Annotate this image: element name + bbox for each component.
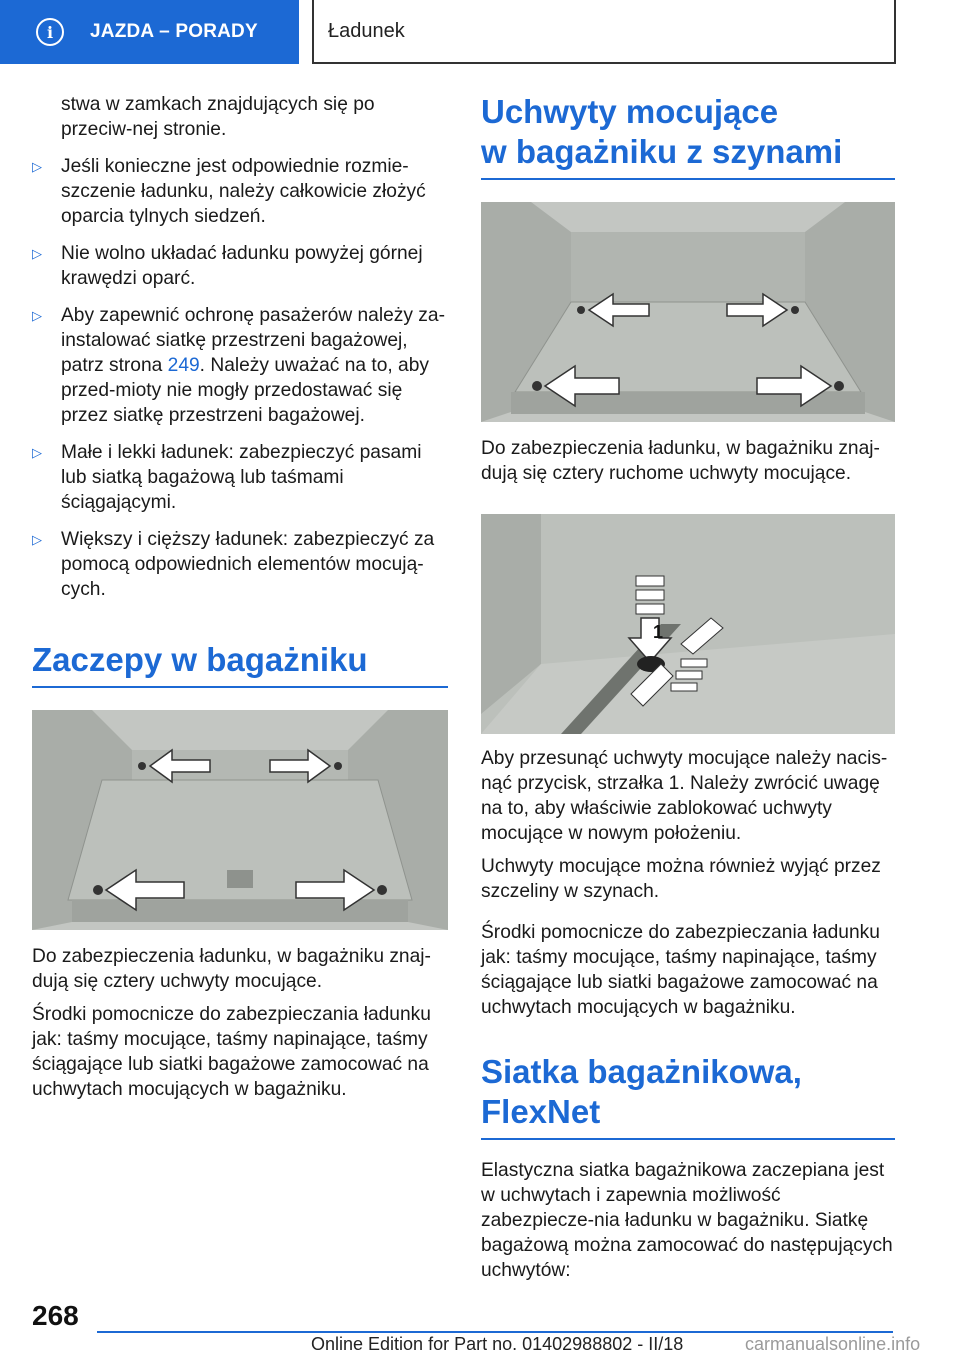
rail-anchor-detail-illustration	[481, 514, 895, 734]
list-item: ▷ Jeśli konieczne jest odpowiednie rozmie-szczenie ładunku, należy całkowicie złożyć oparcia tylnych siedzeń.	[32, 156, 426, 227]
list-item: ▷ Nie wolno układać ładunku powyżej górnej krawędzi oparć.	[32, 243, 423, 289]
rails-paragraph-3: Uchwyty mocujące można również wyjąć przez szczeliny w szynach.	[481, 856, 881, 902]
watermark: carmanualsonline.info	[745, 1334, 921, 1354]
page-number: 268	[32, 1300, 79, 1331]
list-item: ▷ Małe i lekki ładunek: zabezpieczyć pasami lub siatką bagażową lub taśmami ściągającymi.	[32, 442, 422, 513]
trunk-rails-illustration	[481, 202, 895, 422]
precautions-list	[32, 154, 448, 602]
list-item: ▷ Większy i cięższy ładunek: zabezpieczyć za pomocą odpowiednich elementów mocują-cych.	[32, 529, 435, 600]
section-heading-flexnet: Siatka bagażnikowa, FlexNet	[481, 1052, 895, 1140]
right-column	[481, 92, 895, 1283]
info-icon: i	[36, 18, 64, 46]
anchors-paragraph-1: Do zabezpieczenia ładunku, w bagażniku znaj-dują się cztery uchwyty mocujące.	[32, 946, 431, 992]
triangle-bullet-icon: ▷	[32, 159, 42, 174]
callout-label-1: 1	[653, 622, 664, 642]
anchors-paragraph-2: Środki pomocnicze do zabezpieczania ładunku jak: taśmy mocujące, taśmy napinające, taśmy ściągające lub siatki bagażowe zamocować na uchwytach mocujących w bagażniku.	[32, 1004, 431, 1100]
left-column	[32, 92, 448, 1102]
trunk-anchors-illustration	[32, 710, 448, 930]
flexnet-paragraph: Elastyczna siatka bagażnikowa zaczepiana jest w uchwytach i zapewnia możliwość zabezpiecze-nia ładunku w bagażniku. Siatkę bagażową można zamocować do następujących uchwytów:	[481, 1160, 893, 1281]
section-heading-rails: Uchwyty mocujące w bagażniku z szynami	[481, 92, 895, 180]
section-tab-label: JAZDA – PORADY	[90, 21, 258, 42]
list-item: ▷ Aby zapewnić ochronę pasażerów należy za-instalować siatkę przestrzeni bagażowej, patrz strona 249. Należy uważać na to, aby przed-mioty nie mogły przedostawać się przez siatkę przestrzeni bagażowej.	[32, 305, 445, 426]
triangle-bullet-icon: ▷	[32, 445, 42, 460]
chapter-title: Ładunek	[328, 19, 405, 42]
chapter-header	[312, 0, 896, 64]
triangle-bullet-icon: ▷	[32, 246, 42, 261]
section-heading-anchors: Zaczepy w bagażniku	[32, 640, 448, 688]
triangle-bullet-icon: ▷	[32, 308, 42, 323]
edition-note: Online Edition for Part no. 01402988802 - II/18	[311, 1334, 684, 1354]
page-link-249[interactable]: 249	[167, 355, 200, 376]
rails-paragraph-2: Aby przesunąć uchwyty mocujące należy nacis-nąć przycisk, strzałka 1. Należy zwrócić uwagę na to, aby właściwie zablokować uchwyty mocujące w nowym położeniu.	[481, 748, 888, 844]
triangle-bullet-icon: ▷	[32, 532, 42, 547]
rails-paragraph-4: Środki pomocnicze do zabezpieczania ładunku jak: taśmy mocujące, taśmy napinające, taśmy ściągające lub siatki bagażowe zamocować na uchwytach mocujących w bagażniku.	[481, 922, 880, 1018]
rails-paragraph-1: Do zabezpieczenia ładunku, w bagażniku znaj-dują się cztery ruchome uchwyty mocujące.	[481, 438, 880, 484]
footer-rule	[97, 1331, 893, 1333]
intro-continuation: stwa w zamkach znajdujących się po przeciw-nej stronie.	[61, 94, 375, 140]
section-tab[interactable]	[0, 0, 299, 64]
